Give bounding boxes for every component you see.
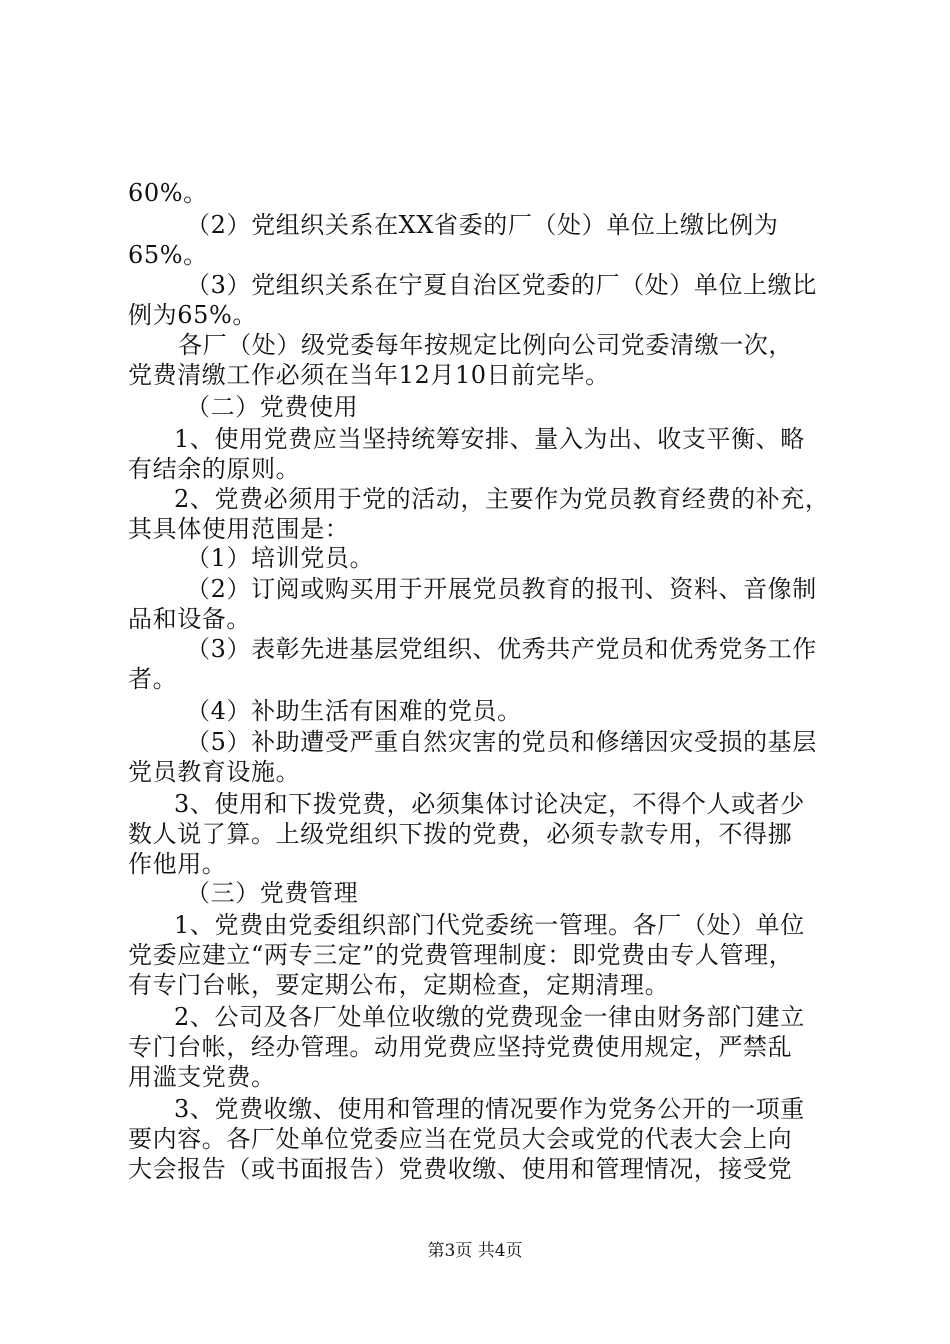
text-line: 有结余的原则。 <box>128 455 301 483</box>
text-line: 2、党费必须用于党的活动，主要作为党员教育经费的补充， <box>174 485 830 513</box>
page-number-footer: 第3页 共4页 <box>427 1241 523 1261</box>
text-line: （3）表彰先进基层党组织、优秀共产党员和优秀党务工作 <box>186 635 817 663</box>
text-line: 党委应建立“两专三定”的党费管理制度：即党费由专人管理， <box>128 941 794 969</box>
text-line: 党费清缴工作必须在当年12月10日前完毕。 <box>128 361 610 389</box>
text-line: 3、使用和下拨党费，必须集体讨论决定，不得个人或者少 <box>174 790 805 818</box>
text-line: 大会报告（或书面报告）党费收缴、使用和管理情况，接受党 <box>128 1155 793 1183</box>
text-line: 2、公司及各厂处单位收缴的党费现金一律由财务部门建立 <box>174 1003 805 1031</box>
section-heading: （二）党费使用 <box>186 393 359 421</box>
text-line: 数人说了算。上级党组织下拨的党费，必须专款专用，不得挪 <box>128 820 793 848</box>
text-line: 品和设备。 <box>128 605 251 633</box>
text-line: 65%。 <box>128 241 208 269</box>
text-line: 作他用。 <box>128 850 227 878</box>
section-heading: （三）党费管理 <box>186 879 359 907</box>
text-line: 其具体使用范围是： <box>128 515 350 543</box>
text-line: 用滥支党费。 <box>128 1063 276 1091</box>
text-line: （4）补助生活有困难的党员。 <box>186 697 522 725</box>
text-line: （1）培训党员。 <box>186 544 375 572</box>
text-line: 有专门台帐，要定期公布，定期检查，定期清理。 <box>128 971 670 999</box>
text-line: 各厂（处）级党委每年按规定比例向公司党委清缴一次， <box>178 331 793 359</box>
text-line: 1、党费由党委组织部门代党委统一管理。各厂（处）单位 <box>174 911 805 939</box>
text-line: 例为65%。 <box>128 301 257 329</box>
text-line: （2）订阅或购买用于开展党员教育的报刊、资料、音像制 <box>186 575 817 603</box>
text-line: （2）党组织关系在XX省委的厂（处）单位上缴比例为 <box>186 211 779 239</box>
text-line: 党员教育设施。 <box>128 758 301 786</box>
text-line: 1、使用党费应当坚持统筹安排、量入为出、收支平衡、略 <box>174 425 805 453</box>
text-line: 3、党费收缴、使用和管理的情况要作为党务公开的一项重 <box>174 1095 805 1123</box>
text-line: 60%。 <box>128 179 208 207</box>
text-line: 专门台帐，经办管理。动用党费应坚持党费使用规定，严禁乱 <box>128 1033 793 1061</box>
text-line: （3）党组织关系在宁夏自治区党委的厂（处）单位上缴比 <box>186 271 817 299</box>
text-line: 要内容。各厂处单位党委应当在党员大会或党的代表大会上向 <box>128 1125 793 1153</box>
text-line: （5）补助遭受严重自然灾害的党员和修缮因灾受损的基层 <box>186 728 817 756</box>
text-line: 者。 <box>128 665 178 693</box>
